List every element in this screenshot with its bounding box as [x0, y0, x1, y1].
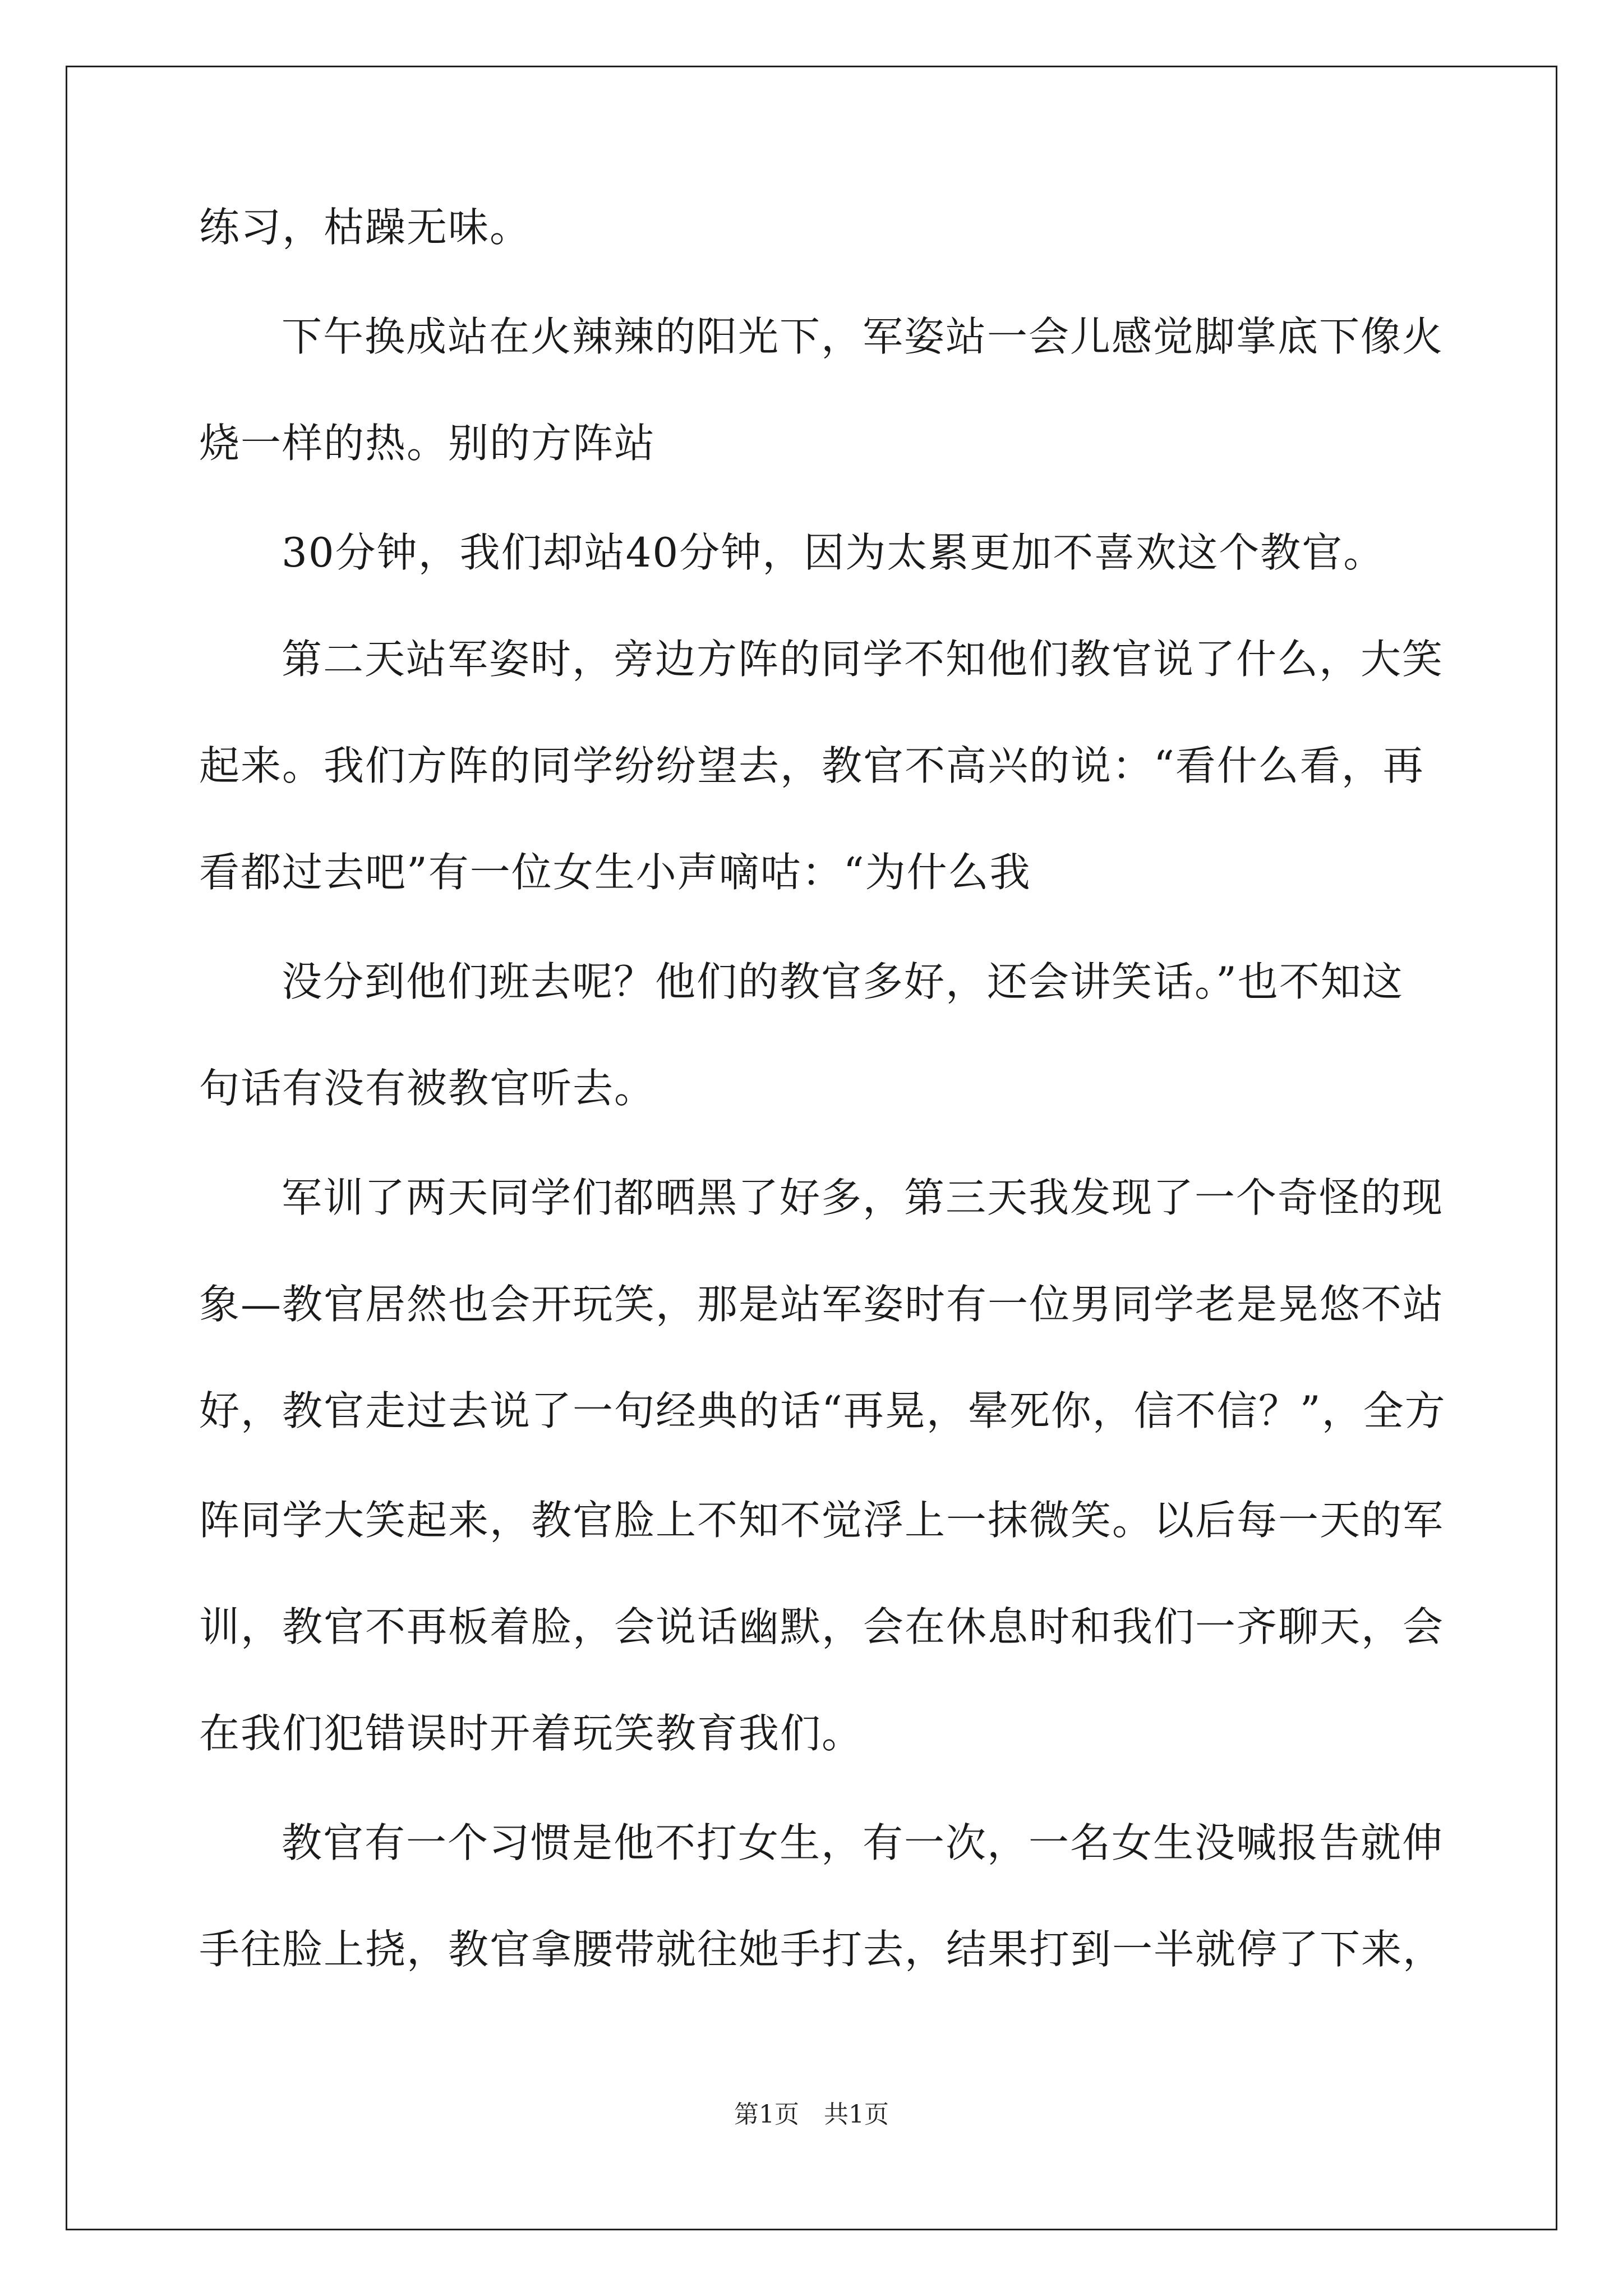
- text-line: 阵同学大笑起来，教官脸上不知不觉浮上一抹微笑。以后每一天的军: [199, 1497, 1445, 1544]
- text-line: 第二天站军姿时，旁边方阵的同学不知他们教官说了什么，大笑: [282, 636, 1444, 683]
- page-border: [66, 66, 1557, 2230]
- text-line: 象—教官居然也会开玩笑，那是站军姿时有一位男同学老是晃悠不站: [199, 1281, 1445, 1328]
- text-line: 训，教官不再板着脸，会说话幽默，会在休息时和我们一齐聊天，会: [199, 1603, 1445, 1650]
- text-line: 军训了两天同学们都晒黑了好多，第三天我发现了一个奇怪的现: [282, 1174, 1444, 1221]
- text-line: 30分钟，我们却站40分钟，因为太累更加不喜欢这个教官。: [282, 529, 1385, 576]
- text-line: 教官有一个习惯是他不打女生，有一次，一名女生没喊报告就伸: [282, 1819, 1444, 1866]
- text-line: 练习，枯躁无味。: [199, 204, 532, 251]
- text-line: 没分到他们班去呢？他们的教官多好，还会讲笑话。”也不知这: [282, 958, 1404, 1005]
- text-line: 起来。我们方阵的同学纷纷望去，教官不高兴的说：“看什么看，再: [199, 742, 1424, 789]
- text-line: 下午换成站在火辣辣的阳光下，军姿站一会儿感觉脚掌底下像火: [282, 313, 1444, 360]
- text-line: 句话有没有被教官听去。: [199, 1065, 656, 1112]
- page-number-footer: 第1页 共1页: [734, 2100, 889, 2129]
- text-line: 手往脸上挠，教官拿腰带就往她手打去，结果打到一半就停了下来，: [199, 1926, 1445, 1973]
- text-line: 好，教官走过去说了一句经典的话“再晃，晕死你，信不信？”，全方: [199, 1387, 1446, 1434]
- text-line: 看都过去吧”有一位女生小声嘀咕：“为什么我: [199, 849, 1031, 896]
- text-line: 烧一样的热。别的方阵站: [199, 420, 656, 467]
- text-line: 在我们犯错误时开着玩笑教育我们。: [199, 1710, 864, 1757]
